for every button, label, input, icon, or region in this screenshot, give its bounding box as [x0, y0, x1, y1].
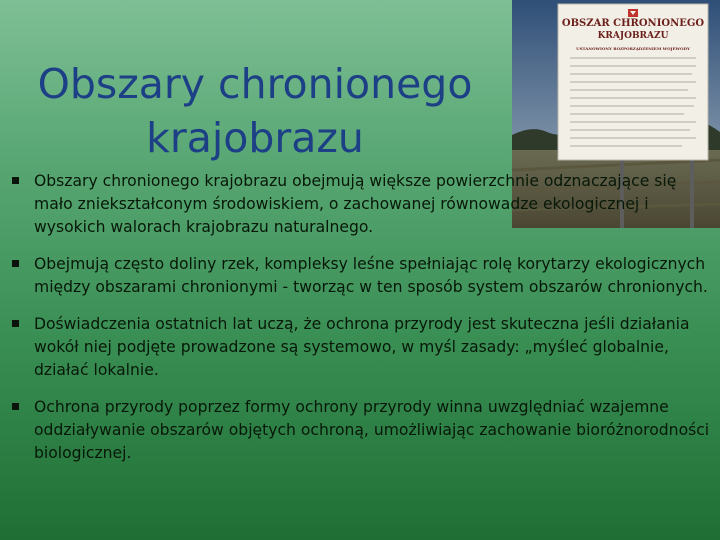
square-bullet-icon	[12, 320, 19, 327]
bullet-text: Obejmują często doliny rzek, kompleksy leśne spełniając rolę korytarzy ekologicznych między obszarami chronionymi - tworząc w ten sposób system obszarów chronionych.	[34, 255, 708, 296]
square-bullet-icon	[12, 177, 19, 184]
bullet-text: Ochrona przyrody poprzez formy ochrony przyrody winna uwzględniać wzajemne oddziaływanie obszarów objętych ochroną, umożliwiając zachowanie bioróżnorodności biologicznej.	[34, 398, 710, 462]
bullet-item	[12, 253, 714, 299]
title-line-1: Obszary chronionego	[37, 60, 473, 109]
bullet-item	[12, 313, 714, 382]
bullet-list	[12, 170, 714, 479]
eagle-emblem-icon	[628, 9, 638, 17]
bullet-text: Doświadczenia ostatnich lat uczą, że ochrona przyrody jest skuteczna jeśli działania wokół niej podjęte prowadzone są systemowo, w myśl zasady: „myśleć globalnie, działać lokalnie.	[34, 315, 690, 379]
sign-title-2: KRAJOBRAZU	[597, 31, 669, 41]
bullet-text: Obszary chronionego krajobrazu obejmują większe powierzchnie odznaczające się mało zniekształconym środowiskiem, o zachowanej równowadze ekologicznej i wysokich walorach krajobrazu naturalnego.	[34, 172, 677, 236]
square-bullet-icon	[12, 403, 19, 410]
slide-title	[30, 57, 480, 165]
sign-title-1: OBSZAR CHRONIONEGO	[561, 18, 705, 29]
sign-subtitle: USTANOWIONY ROZPORZĄDZENIEM WOJEWODY	[576, 46, 690, 51]
square-bullet-icon	[12, 260, 19, 267]
bullet-item	[12, 170, 714, 239]
bullet-item	[12, 396, 714, 465]
title-line-2: krajobrazu	[146, 114, 364, 163]
